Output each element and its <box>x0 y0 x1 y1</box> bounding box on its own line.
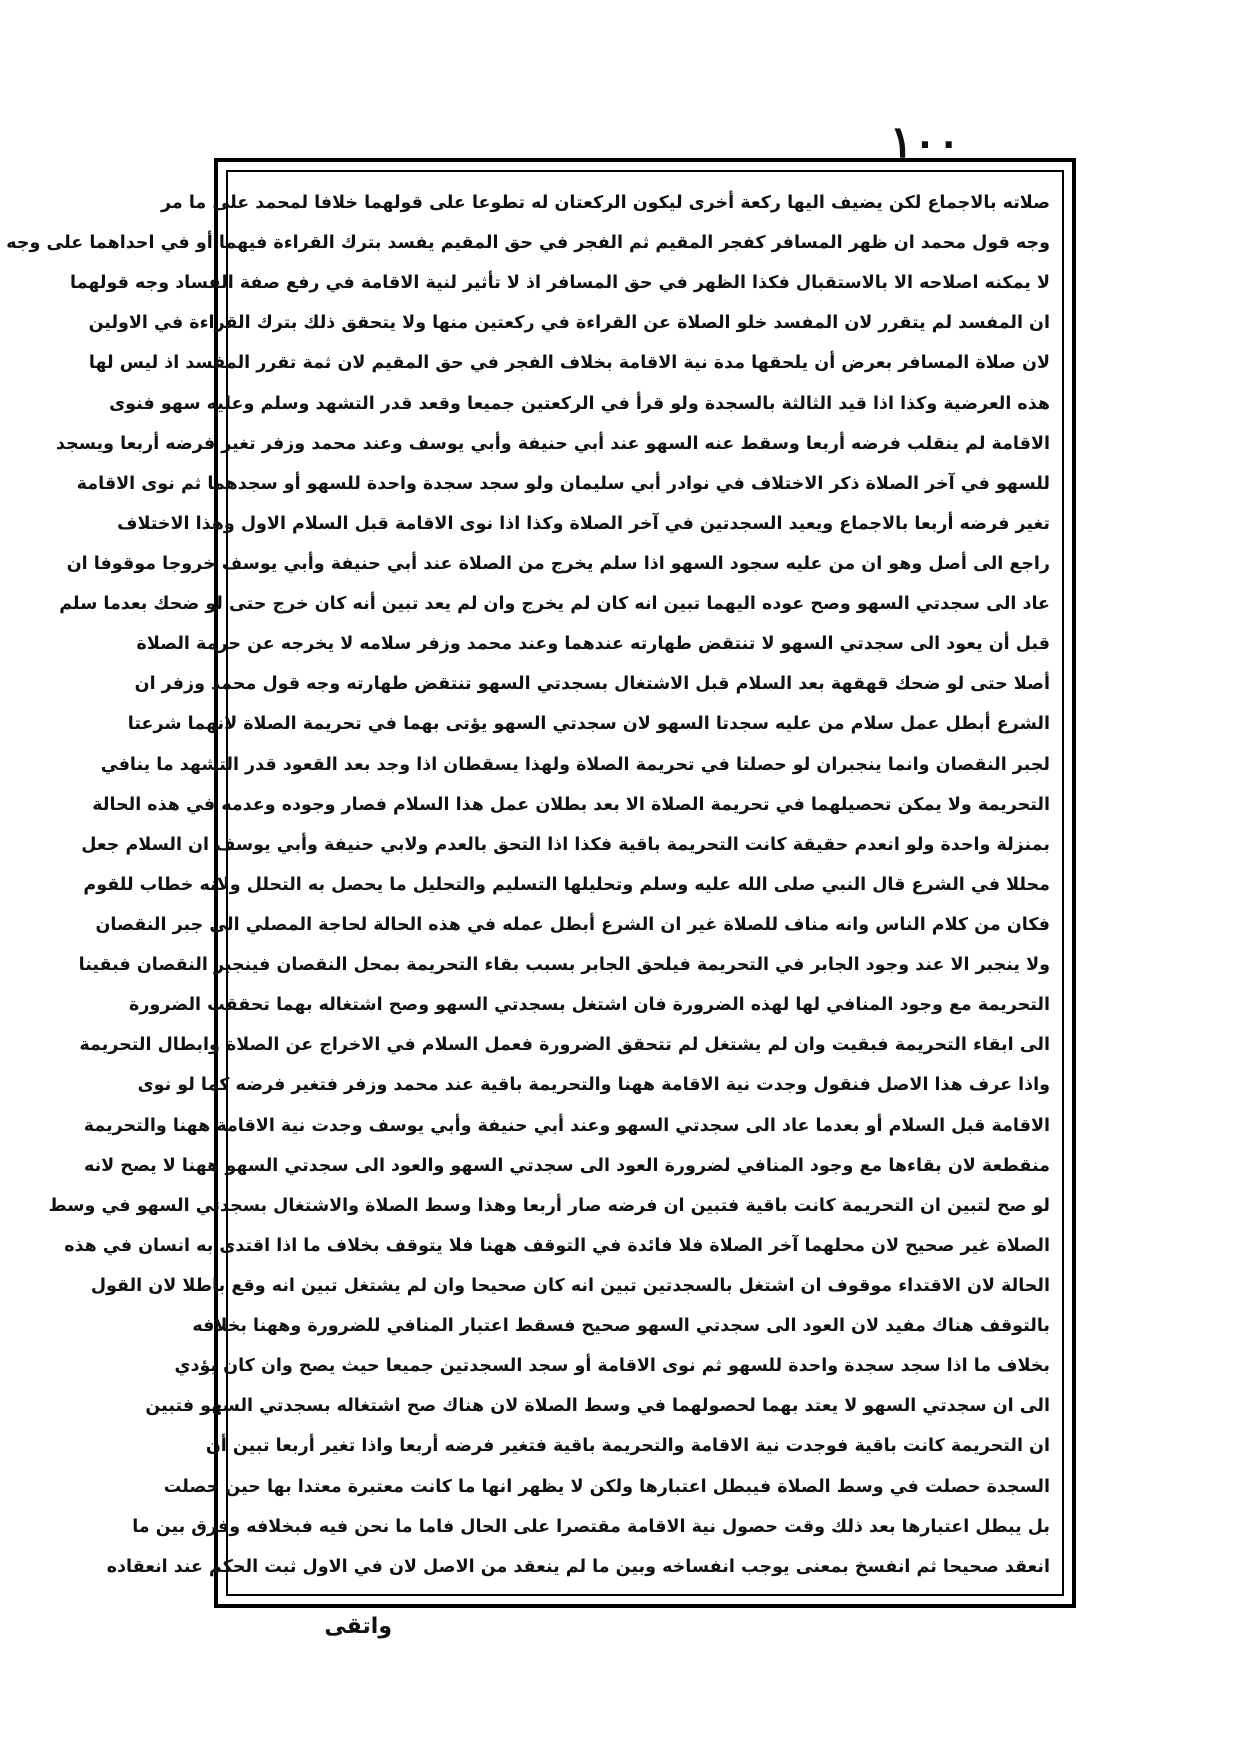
text-block <box>6 170 1064 1596</box>
text-line: تغير فرضه أربعا بالاجماع ويعيد السجدتين في آخر الصلاة وكذا اذا نوى الاقامة قبل السلام الاول وهذا الاختلاف <box>117 513 1050 534</box>
text-line: راجع الى أصل وهو ان من عليه سجود السهو اذا سلم يخرج من الصلاة عند أبي حنيفة وأبي يوسف خروجا موقوفا ان <box>66 553 1050 574</box>
text-line: ان التحريمة كانت باقية فوجدت نية الاقامة والتحريمة باقية فتغير فرضه أربعا واذا تغير أربعا تبين أن <box>205 1436 1050 1457</box>
text-line: الى ان سجدتي السهو لا يعتد بهما لحصولهما في وسط الصلاة لان هناك صح اشتغاله بسجدتي السهو فتبين <box>145 1396 1050 1417</box>
text-line: قبل أن يعود الى سجدتي السهو لا تنتقض طهارته عندهما وعند محمد وزفر سلامه لا يخرجه عن حرمة الصلاة <box>136 634 1050 655</box>
text-line: لا يمكنه اصلاحه الا بالاستقبال فكذا الظهر في حق المسافر اذ لا تأثير لنية الاقامة في رفع صفة الفساد وجه قولهما <box>70 273 1050 294</box>
text-line: صلاته بالاجماع لكن يضيف اليها ركعة أخرى ليكون الركعتان له تطوعا على قولهما خلافا لمحمد على ما مر <box>161 193 1050 213</box>
text-line: التحريمة مع وجود المنافي لها لهذه الضرورة فان اشتغل بسجدتي السهو وصح اشتغاله بهما تحققت الضرورة <box>129 995 1050 1016</box>
text-line: لو صح لتبين ان التحريمة كانت باقية فتبين ان فرضه صار أربعا وهذا وسط الصلاة والاشتغال بسجدتي السهو في وسط <box>48 1195 1050 1216</box>
text-line: الحالة لان الاقتداء موقوف ان اشتغل بالسجدتين تبين انه كان صحيحا وان لم يشتغل تبين انه وقع باطلا لان القول <box>90 1275 1050 1296</box>
text-line: التحريمة ولا يمكن تحصيلهما في تحريمة الصلاة الا بعد بطلان عمل هذا السلام فصار وجوده وعدمه في هذه الحالة <box>92 794 1050 815</box>
text-line: الى ابقاء التحريمة فبقيت وان لم يشتغل لم تتحقق الضرورة فعمل السلام في الاخراج عن الصلاة وابطال التحريمة <box>79 1035 1050 1056</box>
text-line: انعقد صحيحا ثم انفسخ بمعنى يوجب انفساخه وبين ما لم ينعقد من الاصل لان في الاول ثبت الحكم عند انعقاده <box>106 1556 1050 1577</box>
text-line: بالتوقف هناك مفيد لان العود الى سجدتي السهو صحيح فسقط اعتبار المنافي للضرورة وههنا بخلافه <box>192 1316 1050 1337</box>
text-line: الشرع أبطل عمل سلام من عليه سجدتا السهو لان سجدتي السهو يؤتى بهما في تحريمة الصلاة لانهما شرعتا <box>127 714 1050 735</box>
text-line: ولا ينجبر الا عند وجود الجابر في التحريمة فيلحق الجابر بسبب بقاء التحريمة بمحل النقصان فينجبر النقصان فبقينا <box>78 955 1050 976</box>
catchword: واتقى <box>324 1614 392 1639</box>
text-line: فكان من كلام الناس وانه مناف للصلاة غير ان الشرع أبطل عمله في هذه الحالة لحاجة المصلي الى جبر النقصان <box>95 914 1050 935</box>
text-line: محللا في الشرع قال النبي صلى الله عليه وسلم وتحليلها التسليم والتحليل ما يحصل به التحلل ولانه خطاب للقوم <box>83 874 1050 895</box>
page-number: ۱۰۰ <box>889 117 961 168</box>
text-line: ان المفسد لم يتقرر لان المفسد خلو الصلاة عن القراءة في ركعتين منها ولا يتحقق ذلك بترك القراءة في الاولين <box>88 313 1050 334</box>
text-line: السجدة حصلت في وسط الصلاة فيبطل اعتبارها ولكن لا يظهر انها ما كانت معتبرة معتدا بها حين حصلت <box>163 1476 1050 1497</box>
text-line: عاد الى سجدتي السهو وصح عوده اليهما تبين انه كان لم يخرج وان لم يعد تبين أنه كان خرج حتى لو ضحك بعدما سلم <box>59 594 1050 615</box>
text-line: الاقامة قبل السلام أو بعدما عاد الى سجدتي السهو وعند أبي حنيفة وأبي يوسف وجدت نية الاقامة ههنا والتحريمة <box>83 1115 1050 1136</box>
text-line: لان صلاة المسافر بعرض أن يلحقها مدة نية الاقامة بخلاف الفجر في حق المقيم لان ثمة تقرر المفسد اذ ليس لها <box>88 353 1050 374</box>
text-line: أصلا حتى لو ضحك قهقهة بعد السلام قبل الاشتغال بسجدتي السهو تنتقض طهارته وجه قول محمد وزفر ان <box>134 674 1050 695</box>
text-line: واذا عرف هذا الاصل فنقول وجدت نية الاقامة ههنا والتحريمة باقية عند محمد وزفر فتغير فرضه كما لو نوى <box>137 1075 1050 1096</box>
text-line: لجبر النقصان وانما ينجبران لو حصلتا في تحريمة الصلاة ولهذا يسقطان اذا وجد بعد القعود قدر التشهد ما ينافي <box>100 754 1050 775</box>
text-line: بخلاف ما اذا سجد سجدة واحدة للسهو ثم نوى الاقامة أو سجد السجدتين جميعا حيث يصح وان كان يؤدي <box>174 1356 1050 1377</box>
text-line: وجه قول محمد ان ظهر المسافر كفجر المقيم ثم الفجر في حق المقيم يفسد بترك القراءة فيهما أو في احداهما على وجه <box>6 233 1050 254</box>
text-line: بمنزلة واحدة ولو انعدم حقيقة كانت التحريمة باقية فكذا اذا التحق بالعدم ولابي حنيفة وأبي يوسف ان السلام جعل <box>81 834 1050 855</box>
text-line: للسهو في آخر الصلاة ذكر الاختلاف في نوادر أبي سليمان ولو سجد سجدة واحدة للسهو أو سجدهما ثم نوى الاقامة <box>76 473 1050 494</box>
text-line: هذه العرضية وكذا اذا قيد الثالثة بالسجدة ولو قرأ في الركعتين جميعا وقعد قدر التشهد وسلم وعليه سهو فنوى <box>109 393 1050 414</box>
text-line: الاقامة لم ينقلب فرضه أربعا وسقط عنه السهو عند أبي حنيفة وأبي يوسف وعند محمد وزفر تغير فرضه أربعا ويسجد <box>56 433 1050 454</box>
text-line: منقطعة لان بقاءها مع وجود المنافي لضرورة العود الى سجدتي السهو والعود الى سجدتي السهو ههنا لا يصح لانه <box>83 1155 1050 1176</box>
text-line: الصلاة غير صحيح لان محلهما آخر الصلاة فلا فائدة في التوقف ههنا فلا يتوقف بخلاف ما اذا اقتدى به انسان في هذه <box>64 1235 1050 1256</box>
text-line: بل يبطل اعتبارها بعد ذلك وقت حصول نية الاقامة مقتصرا على الحال فاما ما نحن فيه فبخلافه وفرق بين ما <box>132 1516 1050 1537</box>
page-frame <box>6 158 1076 1608</box>
